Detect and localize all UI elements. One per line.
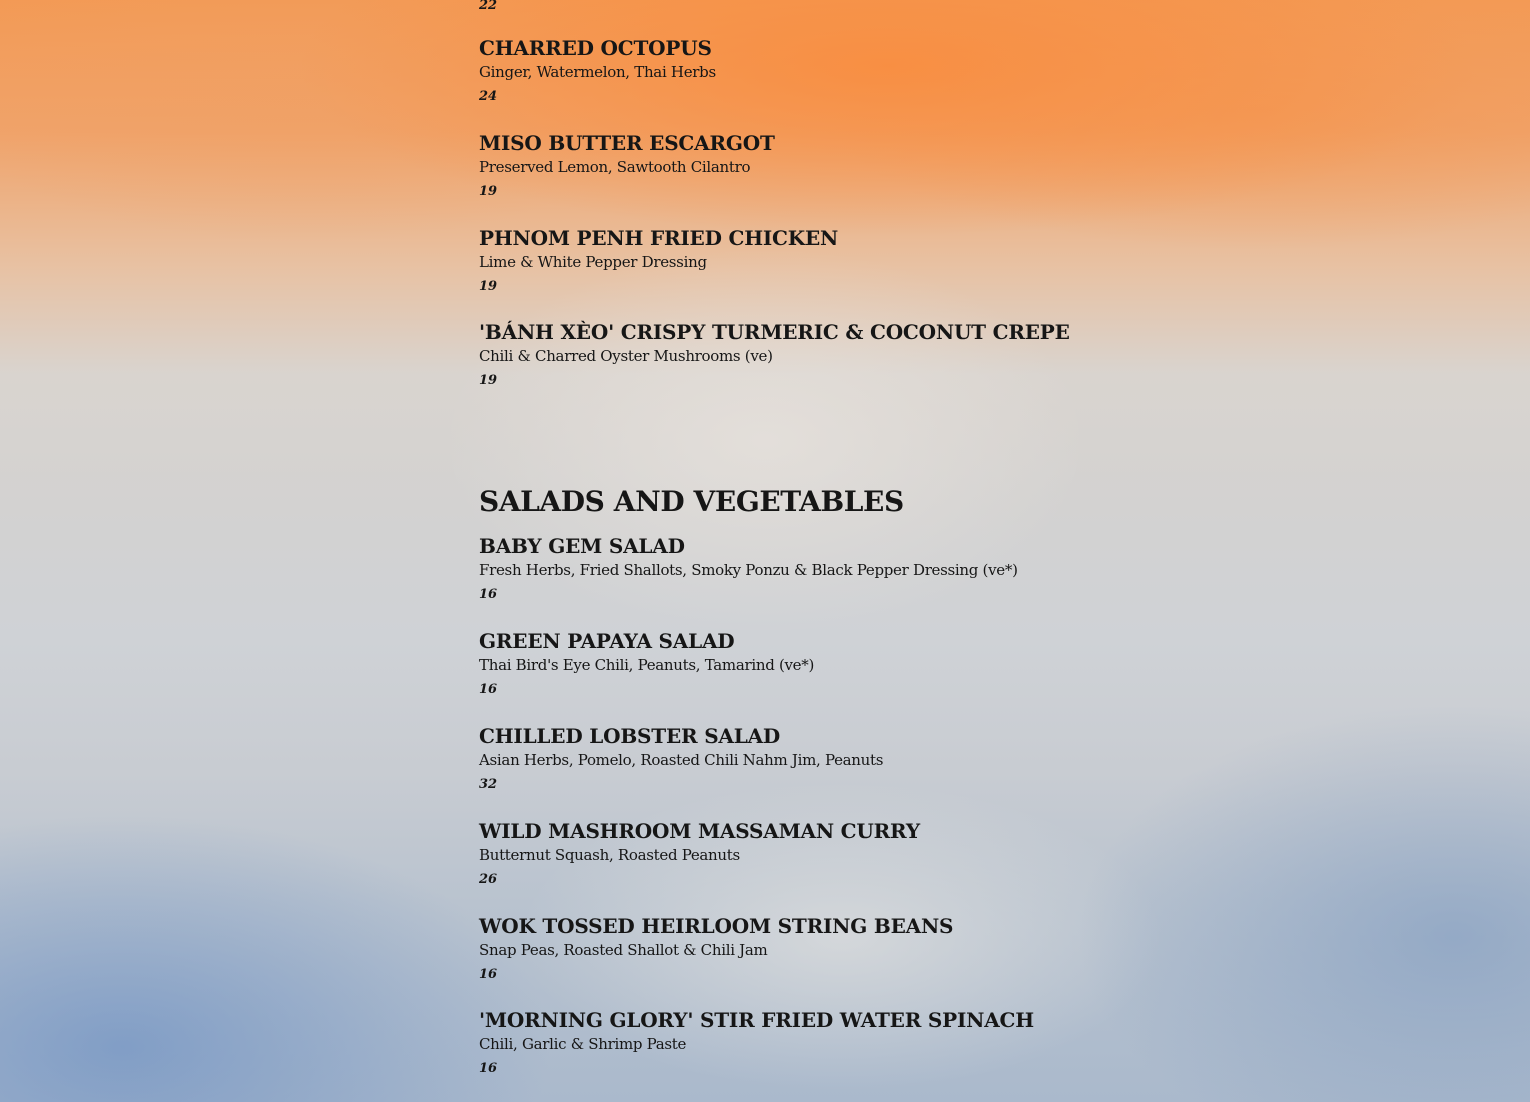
item-name: 'MORNING GLORY' STIR FRIED WATER SPINACH bbox=[479, 1008, 1034, 1032]
item-price: 16 bbox=[479, 587, 498, 602]
menu-item-baby-gem-salad bbox=[479, 535, 1179, 602]
item-price: 16 bbox=[479, 682, 498, 697]
item-name: MISO BUTTER ESCARGOT bbox=[479, 131, 775, 155]
item-price: 22 bbox=[479, 0, 498, 13]
item-name: GREEN PAPAYA SALAD bbox=[479, 629, 735, 653]
item-description: Thai Bird's Eye Chili, Peanuts, Tamarind (ve*) bbox=[479, 656, 815, 674]
item-name: 'BÁNH XÈO' CRISPY TURMERIC & COCONUT CREPE bbox=[479, 320, 1070, 344]
menu-item-miso-butter-escargot bbox=[479, 132, 1179, 199]
item-price: 19 bbox=[479, 184, 498, 199]
item-name: BABY GEM SALAD bbox=[479, 534, 685, 558]
item-name: WILD MASHROOM MASSAMAN CURRY bbox=[479, 819, 920, 843]
menu-item-banh-xeo-crepe bbox=[479, 321, 1179, 388]
menu-item-wok-tossed-string-beans bbox=[479, 915, 1179, 982]
item-description: Chili, Garlic & Shrimp Paste bbox=[479, 1035, 687, 1053]
item-description: Preserved Lemon, Sawtooth Cilantro bbox=[479, 158, 751, 176]
item-price: 24 bbox=[479, 89, 498, 104]
item-description: Ginger, Watermelon, Thai Herbs bbox=[479, 63, 716, 81]
item-description: Asian Herbs, Pomelo, Roasted Chili Nahm Jim, Peanuts bbox=[479, 751, 884, 769]
item-price: 32 bbox=[479, 777, 498, 792]
item-price: 26 bbox=[479, 872, 498, 887]
item-price: 19 bbox=[479, 279, 498, 294]
item-description: Lime & White Pepper Dressing bbox=[479, 253, 707, 271]
menu-item-chilled-lobster-salad bbox=[479, 725, 1179, 792]
item-name: WOK TOSSED HEIRLOOM STRING BEANS bbox=[479, 914, 954, 938]
menu-item-green-papaya-salad bbox=[479, 630, 1179, 697]
item-price: 16 bbox=[479, 1061, 498, 1076]
item-name: PHNOM PENH FRIED CHICKEN bbox=[479, 226, 839, 250]
menu-item-charred-octopus bbox=[479, 37, 1179, 104]
item-name: CHARRED OCTOPUS bbox=[479, 36, 712, 60]
menu-item-morning-glory-water-spinach bbox=[479, 1009, 1179, 1076]
item-description: Snap Peas, Roasted Shallot & Chili Jam bbox=[479, 941, 768, 959]
item-description: Fresh Herbs, Fried Shallots, Smoky Ponzu & Black Pepper Dressing (ve*) bbox=[479, 561, 1018, 579]
item-description: Butternut Squash, Roasted Peanuts bbox=[479, 846, 740, 864]
item-price: 19 bbox=[479, 373, 498, 388]
menu-item-phnom-penh-fried-chicken bbox=[479, 227, 1179, 294]
item-description: Chili & Charred Oyster Mushrooms (ve) bbox=[479, 347, 773, 365]
menu-item-wild-mushroom-massaman-curry bbox=[479, 820, 1179, 887]
item-name: CHILLED LOBSTER SALAD bbox=[479, 724, 781, 748]
item-price: 16 bbox=[479, 967, 498, 982]
section-title-salads-and-vegetables: SALADS AND VEGETABLES bbox=[479, 485, 904, 518]
